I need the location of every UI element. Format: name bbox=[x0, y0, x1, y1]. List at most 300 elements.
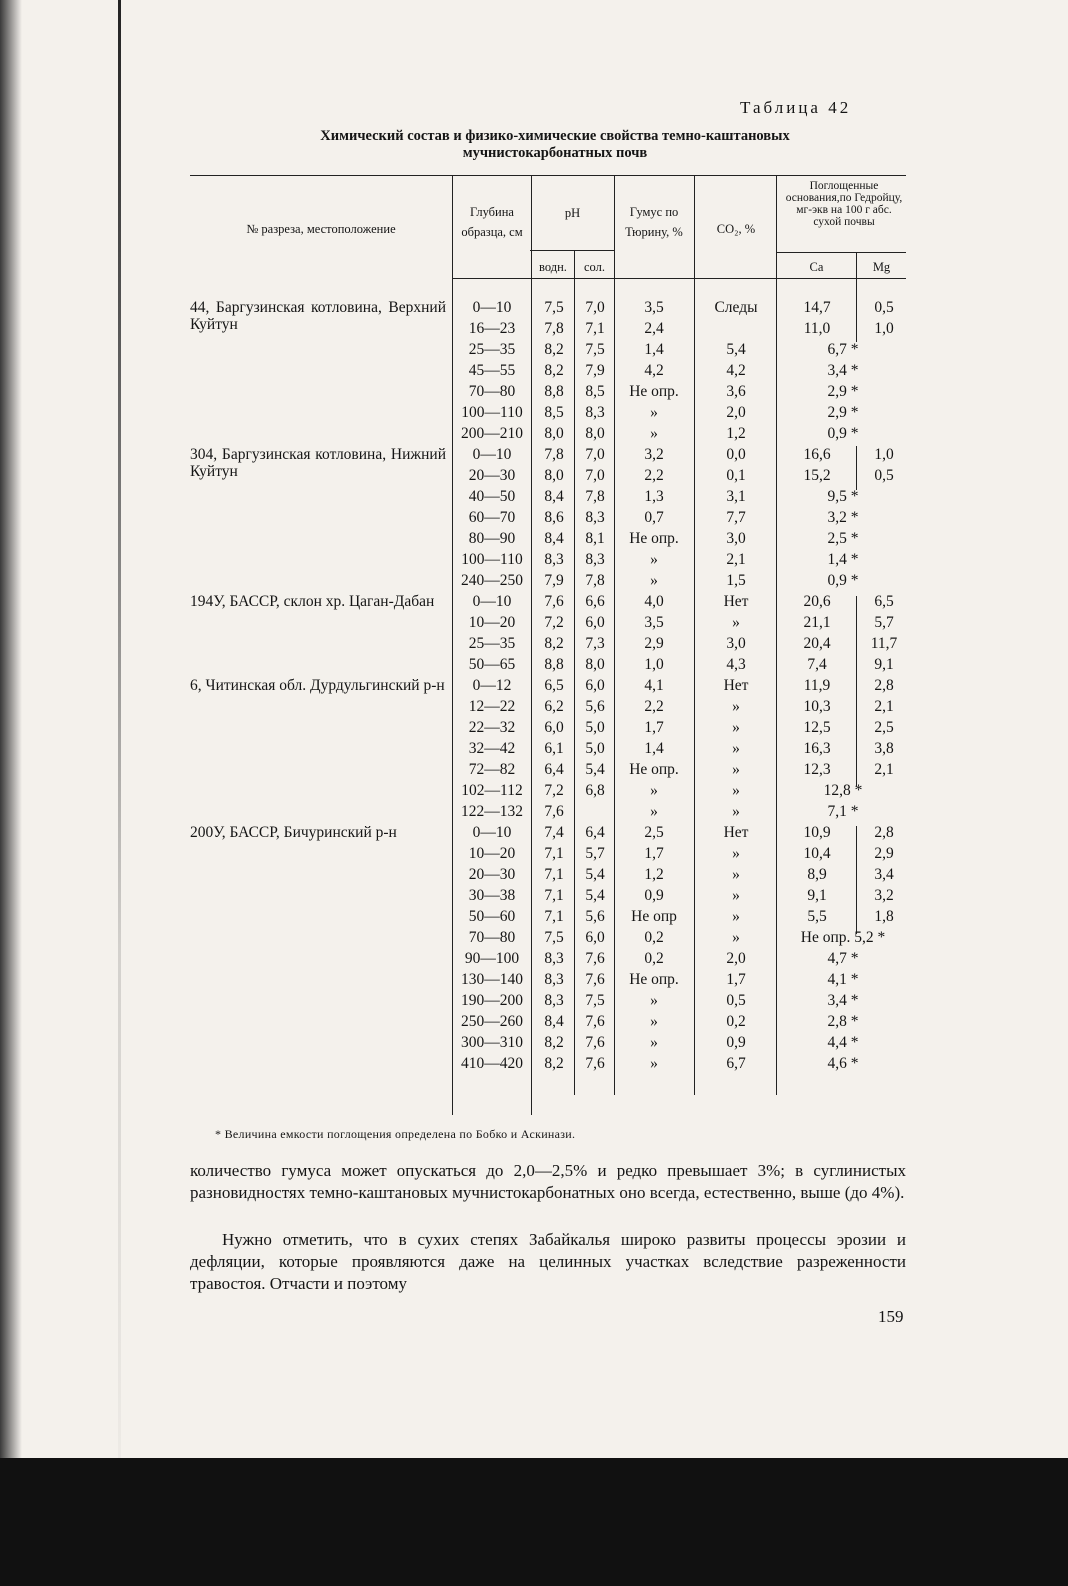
co2-cell: 1,5 bbox=[726, 572, 746, 589]
humus-cell: 4,2 bbox=[644, 362, 664, 379]
ph-water-cell: 8,5 bbox=[544, 404, 564, 421]
ph-water-cell: 6,5 bbox=[544, 677, 564, 694]
ph-water-cell: 8,2 bbox=[544, 1034, 564, 1051]
absorbed-bases-total-cell: 1,4 * bbox=[827, 551, 859, 568]
table-row bbox=[0, 570, 1068, 591]
co2-cell: Нет bbox=[723, 677, 749, 694]
table-row bbox=[0, 465, 1068, 486]
absorbed-bases-total-cell: 2,8 * bbox=[827, 1013, 859, 1030]
humus-cell: 0,2 bbox=[644, 929, 664, 946]
ph-salt-cell: 5,4 bbox=[585, 866, 605, 883]
mg-cell: 1,0 bbox=[874, 320, 894, 337]
ph-salt-cell: 7,8 bbox=[585, 572, 605, 589]
co2-cell: 0,1 bbox=[726, 467, 746, 484]
mg-cell: 9,1 bbox=[874, 656, 894, 673]
header-ph-sol: сол. bbox=[584, 260, 605, 274]
site-label: 200У, БАССР, Бичуринский р-н bbox=[190, 824, 397, 841]
site-label: 194У, БАССР, склон хр. Цаган-Дабан bbox=[190, 593, 435, 610]
ph-water-cell: 7,1 bbox=[544, 845, 564, 862]
ca-cell: 12,3 bbox=[803, 761, 831, 778]
ph-salt-cell: 5,6 bbox=[585, 908, 605, 925]
humus-cell: » bbox=[650, 782, 658, 799]
mg-cell: 0,5 bbox=[874, 467, 894, 484]
depth-cell: 50—60 bbox=[468, 908, 516, 925]
mg-cell: 11,7 bbox=[870, 635, 898, 652]
humus-cell: » bbox=[650, 425, 658, 442]
absorbed-bases-total-cell: 2,9 * bbox=[827, 383, 859, 400]
ph-salt-cell: 7,6 bbox=[585, 1034, 605, 1051]
table-row bbox=[0, 822, 1068, 843]
table-row bbox=[0, 906, 1068, 927]
depth-cell: 16—23 bbox=[468, 320, 516, 337]
ca-cell: 16,6 bbox=[803, 446, 831, 463]
table-top-rule bbox=[190, 175, 906, 176]
humus-cell: » bbox=[650, 803, 658, 820]
co2-cell: » bbox=[732, 719, 740, 736]
table-row bbox=[0, 297, 1068, 318]
mg-cell: 1,8 bbox=[874, 908, 894, 925]
ph-salt-cell: 5,4 bbox=[585, 887, 605, 904]
absorbed-bases-total-cell: 4,1 * bbox=[827, 971, 859, 988]
ca-cell: 5,5 bbox=[807, 908, 827, 925]
absorbed-bases-total-cell: 3,4 * bbox=[827, 362, 859, 379]
co2-cell: Следы bbox=[714, 299, 758, 316]
ph-salt-cell: 7,9 bbox=[585, 362, 605, 379]
co2-cell: 4,3 bbox=[726, 656, 746, 673]
ph-water-cell: 7,1 bbox=[544, 887, 564, 904]
ph-water-cell: 7,6 bbox=[544, 803, 564, 820]
depth-cell: 40—50 bbox=[468, 488, 516, 505]
depth-cell: 0—10 bbox=[472, 824, 512, 841]
depth-cell: 122—132 bbox=[461, 803, 523, 820]
co2-cell: Нет bbox=[723, 593, 749, 610]
ph-water-cell: 7,1 bbox=[544, 866, 564, 883]
ph-water-cell: 8,2 bbox=[544, 1055, 564, 1072]
ph-water-cell: 8,0 bbox=[544, 425, 564, 442]
depth-cell: 410—420 bbox=[461, 1055, 523, 1072]
table-row bbox=[0, 696, 1068, 717]
ph-salt-cell: 5,7 bbox=[585, 845, 605, 862]
bases-subheader-rule bbox=[777, 252, 906, 253]
humus-cell: 2,4 bbox=[644, 320, 664, 337]
absorbed-bases-total-cell: 2,5 * bbox=[827, 530, 859, 547]
depth-cell: 0—10 bbox=[472, 299, 512, 316]
humus-cell: 1,7 bbox=[644, 845, 664, 862]
humus-cell: 4,1 bbox=[644, 677, 664, 694]
humus-cell: 1,3 bbox=[644, 488, 664, 505]
ca-cell: 10,9 bbox=[803, 824, 831, 841]
mg-cell: 1,0 bbox=[874, 446, 894, 463]
depth-cell: 32—42 bbox=[468, 740, 516, 757]
humus-cell: 3,5 bbox=[644, 614, 664, 631]
humus-cell: 1,0 bbox=[644, 656, 664, 673]
humus-cell: Не опр. bbox=[629, 383, 679, 400]
ph-water-cell: 8,4 bbox=[544, 488, 564, 505]
ph-salt-cell: 7,6 bbox=[585, 950, 605, 967]
humus-cell: » bbox=[650, 551, 658, 568]
ph-water-cell: 8,3 bbox=[544, 992, 564, 1009]
ph-water-cell: 7,8 bbox=[544, 446, 564, 463]
ph-water-cell: 7,2 bbox=[544, 614, 564, 631]
ph-water-cell: 8,0 bbox=[544, 467, 564, 484]
ph-salt-cell: 8,5 bbox=[585, 383, 605, 400]
ph-salt-cell: 7,6 bbox=[585, 971, 605, 988]
ph-water-cell: 7,6 bbox=[544, 593, 564, 610]
depth-cell: 20—30 bbox=[468, 467, 516, 484]
humus-cell: 2,2 bbox=[644, 698, 664, 715]
ca-cell: 8,9 bbox=[807, 866, 827, 883]
depth-cell: 20—30 bbox=[468, 866, 516, 883]
ph-water-cell: 8,3 bbox=[544, 551, 564, 568]
ph-salt-cell: 7,0 bbox=[585, 467, 605, 484]
ph-water-cell: 6,0 bbox=[544, 719, 564, 736]
humus-cell: » bbox=[650, 1013, 658, 1030]
table-row bbox=[0, 675, 1068, 696]
table-row bbox=[0, 612, 1068, 633]
header-ph: pH bbox=[564, 206, 581, 220]
depth-cell: 70—80 bbox=[468, 383, 516, 400]
table-row bbox=[0, 1032, 1068, 1053]
co2-cell: 0,0 bbox=[726, 446, 746, 463]
ph-water-cell: 8,4 bbox=[544, 530, 564, 547]
ph-water-cell: 7,2 bbox=[544, 782, 564, 799]
absorbed-bases-total-cell: 9,5 * bbox=[827, 488, 859, 505]
depth-cell: 70—80 bbox=[468, 929, 516, 946]
table-row bbox=[0, 1011, 1068, 1032]
depth-cell: 90—100 bbox=[464, 950, 520, 967]
table-row bbox=[0, 591, 1068, 612]
absorbed-bases-total-cell: 3,4 * bbox=[827, 992, 859, 1009]
humus-cell: » bbox=[650, 404, 658, 421]
table-row bbox=[0, 486, 1068, 507]
co2-cell: » bbox=[732, 614, 740, 631]
humus-cell: 1,4 bbox=[644, 341, 664, 358]
co2-cell: 2,0 bbox=[726, 404, 746, 421]
mg-cell: 2,1 bbox=[874, 698, 894, 715]
table-row bbox=[0, 339, 1068, 360]
co2-cell: 3,0 bbox=[726, 635, 746, 652]
mg-cell: 2,1 bbox=[874, 761, 894, 778]
ph-salt-cell: 8,3 bbox=[585, 551, 605, 568]
body-paragraph-1: количество гумуса может опускаться до 2,0—2,5% и редко превышает 3%; в суглинистых разновидностях темно-каштановых мучнистокарбонатных оно всегда, естественно, выше (до 4%). bbox=[190, 1161, 906, 1202]
ca-cell: 11,9 bbox=[803, 677, 831, 694]
ca-cell: 10,4 bbox=[803, 845, 831, 862]
table-row bbox=[0, 759, 1068, 780]
table-row bbox=[0, 948, 1068, 969]
ph-salt-cell: 6,0 bbox=[585, 929, 605, 946]
absorbed-bases-total-cell: Не опр. 5,2 * bbox=[800, 929, 886, 946]
ph-salt-cell: 6,8 bbox=[585, 782, 605, 799]
mg-cell: 2,5 bbox=[874, 719, 894, 736]
humus-cell: 4,0 bbox=[644, 593, 664, 610]
depth-cell: 102—112 bbox=[461, 782, 523, 799]
ph-salt-cell: 6,4 bbox=[585, 824, 605, 841]
co2-cell: 3,6 bbox=[726, 383, 746, 400]
absorbed-bases-total-cell: 4,4 * bbox=[827, 1034, 859, 1051]
body-paragraph-2: Нужно отметить, что в сухих степях Забайкалья широко развиты процессы эрозии и дефляции, которые проявляются даже на целинных участках вследствие разреженности травостоя. Отчасти и поэтому bbox=[190, 1230, 906, 1293]
depth-cell: 100—110 bbox=[461, 551, 523, 568]
ph-water-cell: 8,3 bbox=[544, 971, 564, 988]
header-ph-vodn: водн. bbox=[539, 260, 567, 274]
header-humus: Гумус по Тюрину, % bbox=[625, 205, 683, 239]
ph-water-cell: 8,3 bbox=[544, 950, 564, 967]
ca-cell: 20,6 bbox=[803, 593, 831, 610]
co2-cell: Нет bbox=[723, 824, 749, 841]
co2-cell: » bbox=[732, 803, 740, 820]
table-row bbox=[0, 885, 1068, 906]
table-row bbox=[0, 360, 1068, 381]
humus-cell: 0,7 bbox=[644, 509, 664, 526]
co2-cell: 3,0 bbox=[726, 530, 746, 547]
site-label: 44, Баргузинская котловина, Верхний Куйтун bbox=[190, 299, 446, 333]
humus-cell: 1,4 bbox=[644, 740, 664, 757]
co2-cell: » bbox=[732, 908, 740, 925]
ph-water-cell: 8,2 bbox=[544, 341, 564, 358]
co2-cell: 2,0 bbox=[726, 950, 746, 967]
humus-cell: 2,9 bbox=[644, 635, 664, 652]
table-row bbox=[0, 927, 1068, 948]
humus-cell: » bbox=[650, 572, 658, 589]
ph-salt-cell: 7,0 bbox=[585, 446, 605, 463]
ph-salt-cell: 8,3 bbox=[585, 509, 605, 526]
absorbed-bases-total-cell: 0,9 * bbox=[827, 572, 859, 589]
co2-cell: » bbox=[732, 698, 740, 715]
site-label: 304, Баргузинская котловина, Нижний Куйтун bbox=[190, 446, 446, 480]
ph-salt-cell: 5,6 bbox=[585, 698, 605, 715]
table-row bbox=[0, 381, 1068, 402]
ph-salt-cell: 7,1 bbox=[585, 320, 605, 337]
ph-water-cell: 7,5 bbox=[544, 299, 564, 316]
table-row bbox=[0, 801, 1068, 822]
table-row bbox=[0, 528, 1068, 549]
co2-cell: 2,1 bbox=[726, 551, 746, 568]
ph-salt-cell: 5,0 bbox=[585, 719, 605, 736]
ph-salt-cell: 8,3 bbox=[585, 404, 605, 421]
humus-cell: 3,5 bbox=[644, 299, 664, 316]
humus-cell: 3,2 bbox=[644, 446, 664, 463]
co2-cell: 3,1 bbox=[726, 488, 746, 505]
table-row bbox=[0, 738, 1068, 759]
ph-salt-cell: 7,0 bbox=[585, 299, 605, 316]
table-row bbox=[0, 318, 1068, 339]
ph-water-cell: 6,2 bbox=[544, 698, 564, 715]
page-number: 159 bbox=[878, 1307, 904, 1326]
depth-cell: 45—55 bbox=[468, 362, 516, 379]
ph-salt-cell: 5,0 bbox=[585, 740, 605, 757]
co2-cell: 1,7 bbox=[726, 971, 746, 988]
ph-salt-cell: 7,3 bbox=[585, 635, 605, 652]
co2-cell: 4,2 bbox=[726, 362, 746, 379]
ca-cell: 9,1 bbox=[807, 887, 827, 904]
ph-subheader-rule bbox=[530, 250, 614, 251]
absorbed-bases-total-cell: 3,2 * bbox=[827, 509, 859, 526]
ph-water-cell: 8,6 bbox=[544, 509, 564, 526]
mg-cell: 6,5 bbox=[874, 593, 894, 610]
ph-water-cell: 8,4 bbox=[544, 1013, 564, 1030]
humus-cell: 1,2 bbox=[644, 866, 664, 883]
co2-cell: » bbox=[732, 782, 740, 799]
ph-water-cell: 8,2 bbox=[544, 362, 564, 379]
table-row bbox=[0, 549, 1068, 570]
scan-bottom-band bbox=[0, 1458, 1068, 1586]
table-row bbox=[0, 969, 1068, 990]
humus-cell: 0,9 bbox=[644, 887, 664, 904]
co2-cell: 1,2 bbox=[726, 425, 746, 442]
table-row bbox=[0, 717, 1068, 738]
ca-cell: 10,3 bbox=[803, 698, 831, 715]
table-row bbox=[0, 633, 1068, 654]
ph-salt-cell: 7,6 bbox=[585, 1013, 605, 1030]
depth-cell: 30—38 bbox=[468, 887, 516, 904]
table-row bbox=[0, 444, 1068, 465]
ca-cell: 21,1 bbox=[803, 614, 831, 631]
depth-cell: 80—90 bbox=[468, 530, 516, 547]
header-bottom-rule bbox=[452, 278, 906, 279]
header-bases: Поглощенные основания,по Гедройцу, мг-экв на 100 г абс. сухой почвы bbox=[785, 180, 903, 228]
ca-cell: 15,2 bbox=[803, 467, 831, 484]
ph-salt-cell: 7,8 bbox=[585, 488, 605, 505]
depth-cell: 190—200 bbox=[461, 992, 523, 1009]
ca-cell: 20,4 bbox=[803, 635, 831, 652]
header-co2: CO₂, % bbox=[716, 222, 756, 236]
ph-water-cell: 7,5 bbox=[544, 929, 564, 946]
co2-cell: 7,7 bbox=[726, 509, 746, 526]
co2-cell: 0,9 bbox=[726, 1034, 746, 1051]
co2-cell: 5,4 bbox=[726, 341, 746, 358]
ca-cell: 12,5 bbox=[803, 719, 831, 736]
table-row bbox=[0, 507, 1068, 528]
depth-cell: 100—110 bbox=[461, 404, 523, 421]
absorbed-bases-total-cell: 7,1 * bbox=[827, 803, 859, 820]
depth-cell: 250—260 bbox=[461, 1013, 523, 1030]
depth-cell: 130—140 bbox=[461, 971, 523, 988]
humus-cell: » bbox=[650, 1034, 658, 1051]
ca-cell: 14,7 bbox=[803, 299, 831, 316]
mg-cell: 2,8 bbox=[874, 824, 894, 841]
ph-salt-cell: 8,1 bbox=[585, 530, 605, 547]
co2-cell: » bbox=[732, 740, 740, 757]
depth-cell: 10—20 bbox=[468, 614, 516, 631]
co2-cell: » bbox=[732, 761, 740, 778]
humus-cell: 2,2 bbox=[644, 467, 664, 484]
co2-cell: » bbox=[732, 845, 740, 862]
mg-cell: 3,4 bbox=[874, 866, 894, 883]
co2-cell: 0,2 bbox=[726, 1013, 746, 1030]
depth-cell: 60—70 bbox=[468, 509, 516, 526]
mg-cell: 2,9 bbox=[874, 845, 894, 862]
humus-cell: Не опр. bbox=[629, 530, 679, 547]
absorbed-bases-total-cell: 4,7 * bbox=[827, 950, 859, 967]
co2-cell: 6,7 bbox=[726, 1055, 746, 1072]
depth-cell: 300—310 bbox=[461, 1034, 523, 1051]
header-mg: Mg bbox=[872, 260, 891, 274]
table-row bbox=[0, 423, 1068, 444]
depth-cell: 240—250 bbox=[461, 572, 523, 589]
humus-cell: » bbox=[650, 1055, 658, 1072]
co2-cell: » bbox=[732, 866, 740, 883]
absorbed-bases-total-cell: 2,9 * bbox=[827, 404, 859, 421]
co2-cell: » bbox=[732, 929, 740, 946]
table-footnote: * Величина емкости поглощения определена по Бобко и Аскинази. bbox=[215, 1127, 576, 1141]
depth-cell: 25—35 bbox=[468, 635, 516, 652]
humus-cell: 2,5 bbox=[644, 824, 664, 841]
ph-water-cell: 6,1 bbox=[544, 740, 564, 757]
table-caption: Химический состав и физико-химические свойства темно-каштановых мучнистокарбонатных почв bbox=[320, 128, 790, 161]
absorbed-bases-total-cell: 6,7 * bbox=[827, 341, 859, 358]
absorbed-bases-total-cell: 12,8 * bbox=[823, 782, 863, 799]
absorbed-bases-total-cell: 0,9 * bbox=[827, 425, 859, 442]
ph-salt-cell: 6,0 bbox=[585, 677, 605, 694]
table-row bbox=[0, 864, 1068, 885]
mg-cell: 3,2 bbox=[874, 887, 894, 904]
humus-cell: Не опр bbox=[631, 908, 677, 925]
depth-cell: 0—10 bbox=[472, 593, 512, 610]
depth-cell: 72—82 bbox=[468, 761, 516, 778]
mg-cell: 0,5 bbox=[874, 299, 894, 316]
ph-salt-cell: 8,0 bbox=[585, 656, 605, 673]
depth-cell: 10—20 bbox=[468, 845, 516, 862]
ph-salt-cell: 7,5 bbox=[585, 341, 605, 358]
header-ca: Ca bbox=[809, 260, 824, 274]
co2-cell: » bbox=[732, 887, 740, 904]
humus-cell: Не опр. bbox=[629, 761, 679, 778]
humus-cell: 0,2 bbox=[644, 950, 664, 967]
depth-cell: 22—32 bbox=[468, 719, 516, 736]
ph-salt-cell: 7,5 bbox=[585, 992, 605, 1009]
humus-cell: » bbox=[650, 992, 658, 1009]
mg-cell: 5,7 bbox=[874, 614, 894, 631]
mg-cell: 3,8 bbox=[874, 740, 894, 757]
ph-water-cell: 6,4 bbox=[544, 761, 564, 778]
table-row bbox=[0, 1053, 1068, 1074]
humus-cell: Не опр. bbox=[629, 971, 679, 988]
ph-water-cell: 8,8 bbox=[544, 656, 564, 673]
depth-cell: 0—12 bbox=[472, 677, 512, 694]
header-site: № разреза, местоположение bbox=[246, 222, 396, 236]
ca-cell: 7,4 bbox=[807, 656, 827, 673]
depth-cell: 25—35 bbox=[468, 341, 516, 358]
ca-cell: 11,0 bbox=[803, 320, 831, 337]
depth-cell: 200—210 bbox=[461, 425, 523, 442]
ca-cell: 16,3 bbox=[803, 740, 831, 757]
table-label: Таблица 42 bbox=[740, 98, 852, 117]
ph-water-cell: 7,8 bbox=[544, 320, 564, 337]
depth-cell: 12—22 bbox=[468, 698, 516, 715]
humus-cell: 1,7 bbox=[644, 719, 664, 736]
ph-water-cell: 7,9 bbox=[544, 572, 564, 589]
table-row bbox=[0, 843, 1068, 864]
mg-cell: 2,8 bbox=[874, 677, 894, 694]
absorbed-bases-total-cell: 4,6 * bbox=[827, 1055, 859, 1072]
table-row bbox=[0, 654, 1068, 675]
table-row bbox=[0, 990, 1068, 1011]
ph-salt-cell: 8,0 bbox=[585, 425, 605, 442]
header-depth: Глубина образца, см bbox=[461, 205, 523, 239]
ph-salt-cell: 7,6 bbox=[585, 1055, 605, 1072]
ph-water-cell: 7,1 bbox=[544, 908, 564, 925]
depth-cell: 0—10 bbox=[472, 446, 512, 463]
depth-cell: 50—65 bbox=[468, 656, 516, 673]
ph-water-cell: 8,2 bbox=[544, 635, 564, 652]
table-row bbox=[0, 780, 1068, 801]
ph-water-cell: 7,4 bbox=[544, 824, 564, 841]
site-label: 6, Читинская обл. Дурдульгинский р-н bbox=[190, 677, 445, 694]
co2-cell: 0,5 bbox=[726, 992, 746, 1009]
ph-salt-cell: 5,4 bbox=[585, 761, 605, 778]
ph-water-cell: 8,8 bbox=[544, 383, 564, 400]
ph-salt-cell: 6,6 bbox=[585, 593, 605, 610]
ph-salt-cell: 6,0 bbox=[585, 614, 605, 631]
